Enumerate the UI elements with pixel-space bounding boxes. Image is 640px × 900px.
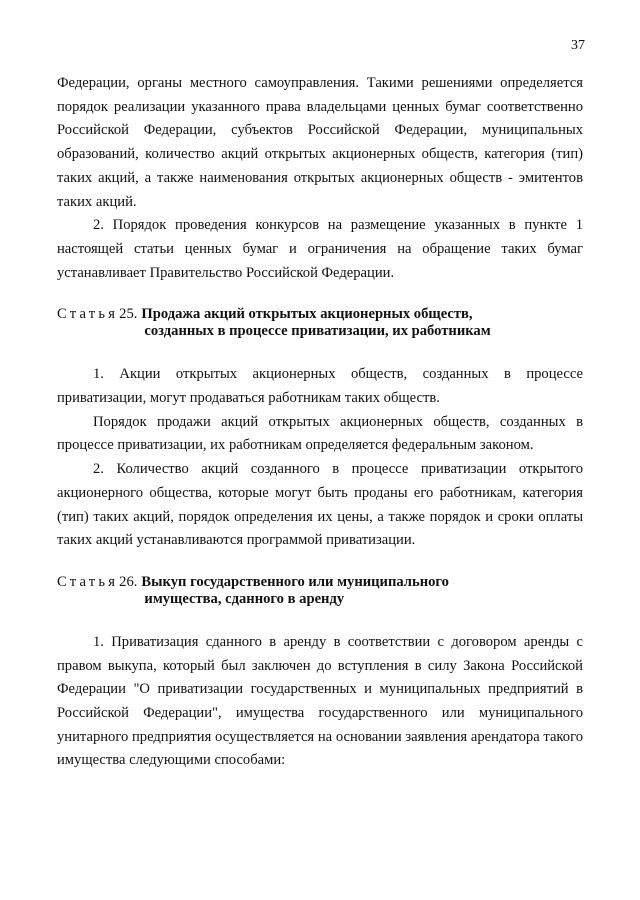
article-25-label: [57, 306, 137, 340]
article-25-paragraph-2: Порядок продажи акций открытых акционерных обществ, созданных в процессе приватизации, их работникам определяется федеральным законом.: [57, 413, 583, 454]
article-25-title: [141, 306, 490, 340]
article-title-line: имущества, сданного в аренду: [144, 590, 345, 607]
document-body: [57, 72, 583, 773]
article-26-label: [57, 574, 137, 608]
article-26-heading: [57, 574, 583, 608]
article-26-paragraph-1: 1. Приватизация сданного в аренду в соответствии с договором аренды с правом выкупа, который был заключен до вступления в силу Закона Российской Федерации "О приватизации государственных и муниципальных предприятий в Российской Федерации", имущества государственного или муниципального унитарного предприятия осуществляется на основании заявления арендатора такого имущества следующими способами:: [57, 633, 583, 769]
page-number: 37: [571, 38, 585, 53]
article-title-line: Выкуп государственного или муниципального: [141, 573, 449, 590]
article-number: 26.: [119, 573, 138, 590]
article-word: Статья: [57, 306, 119, 323]
article-title-line: Продажа акций открытых акционерных обществ,: [141, 306, 473, 323]
paragraph-continuation: Федерации, органы местного самоуправления. Такими решениями определяется порядок реализации указанного права владельцами ценных бумаг соответственно Российской Федерации, субъектов Российской Федерации, муниципальных образований, количество акций открытых акционерных обществ, категория (тип) таких акций, а также наименования открытых акционерных обществ - эмитентов таких акций.: [57, 75, 583, 210]
article-title-line: созданных в процессе приватизации, их работникам: [144, 323, 491, 340]
paragraph-competitions: 2. Порядок проведения конкурсов на размещение указанных в пункте 1 настоящей статьи ценных бумаг и ограничения на обращение таких бумаг устанавливает Правительство Российской Федерации.: [57, 217, 583, 281]
article-26-title: [141, 574, 449, 608]
article-25-heading: [57, 306, 583, 340]
article-25-paragraph-3: 2. Количество акций созданного в процессе приватизации открытого акционерного общества, которые могут быть проданы его работникам, категория (тип) таких акций, порядок определения их цены, а также порядок и сроки оплаты таких акций устанавливаются программой приватизации.: [57, 461, 583, 549]
article-number: 25.: [119, 306, 138, 323]
article-25-paragraph-1: 1. Акции открытых акционерных обществ, созданных в процессе приватизации, могут продаваться работникам таких обществ.: [57, 366, 583, 407]
article-word: Статья: [57, 573, 119, 590]
